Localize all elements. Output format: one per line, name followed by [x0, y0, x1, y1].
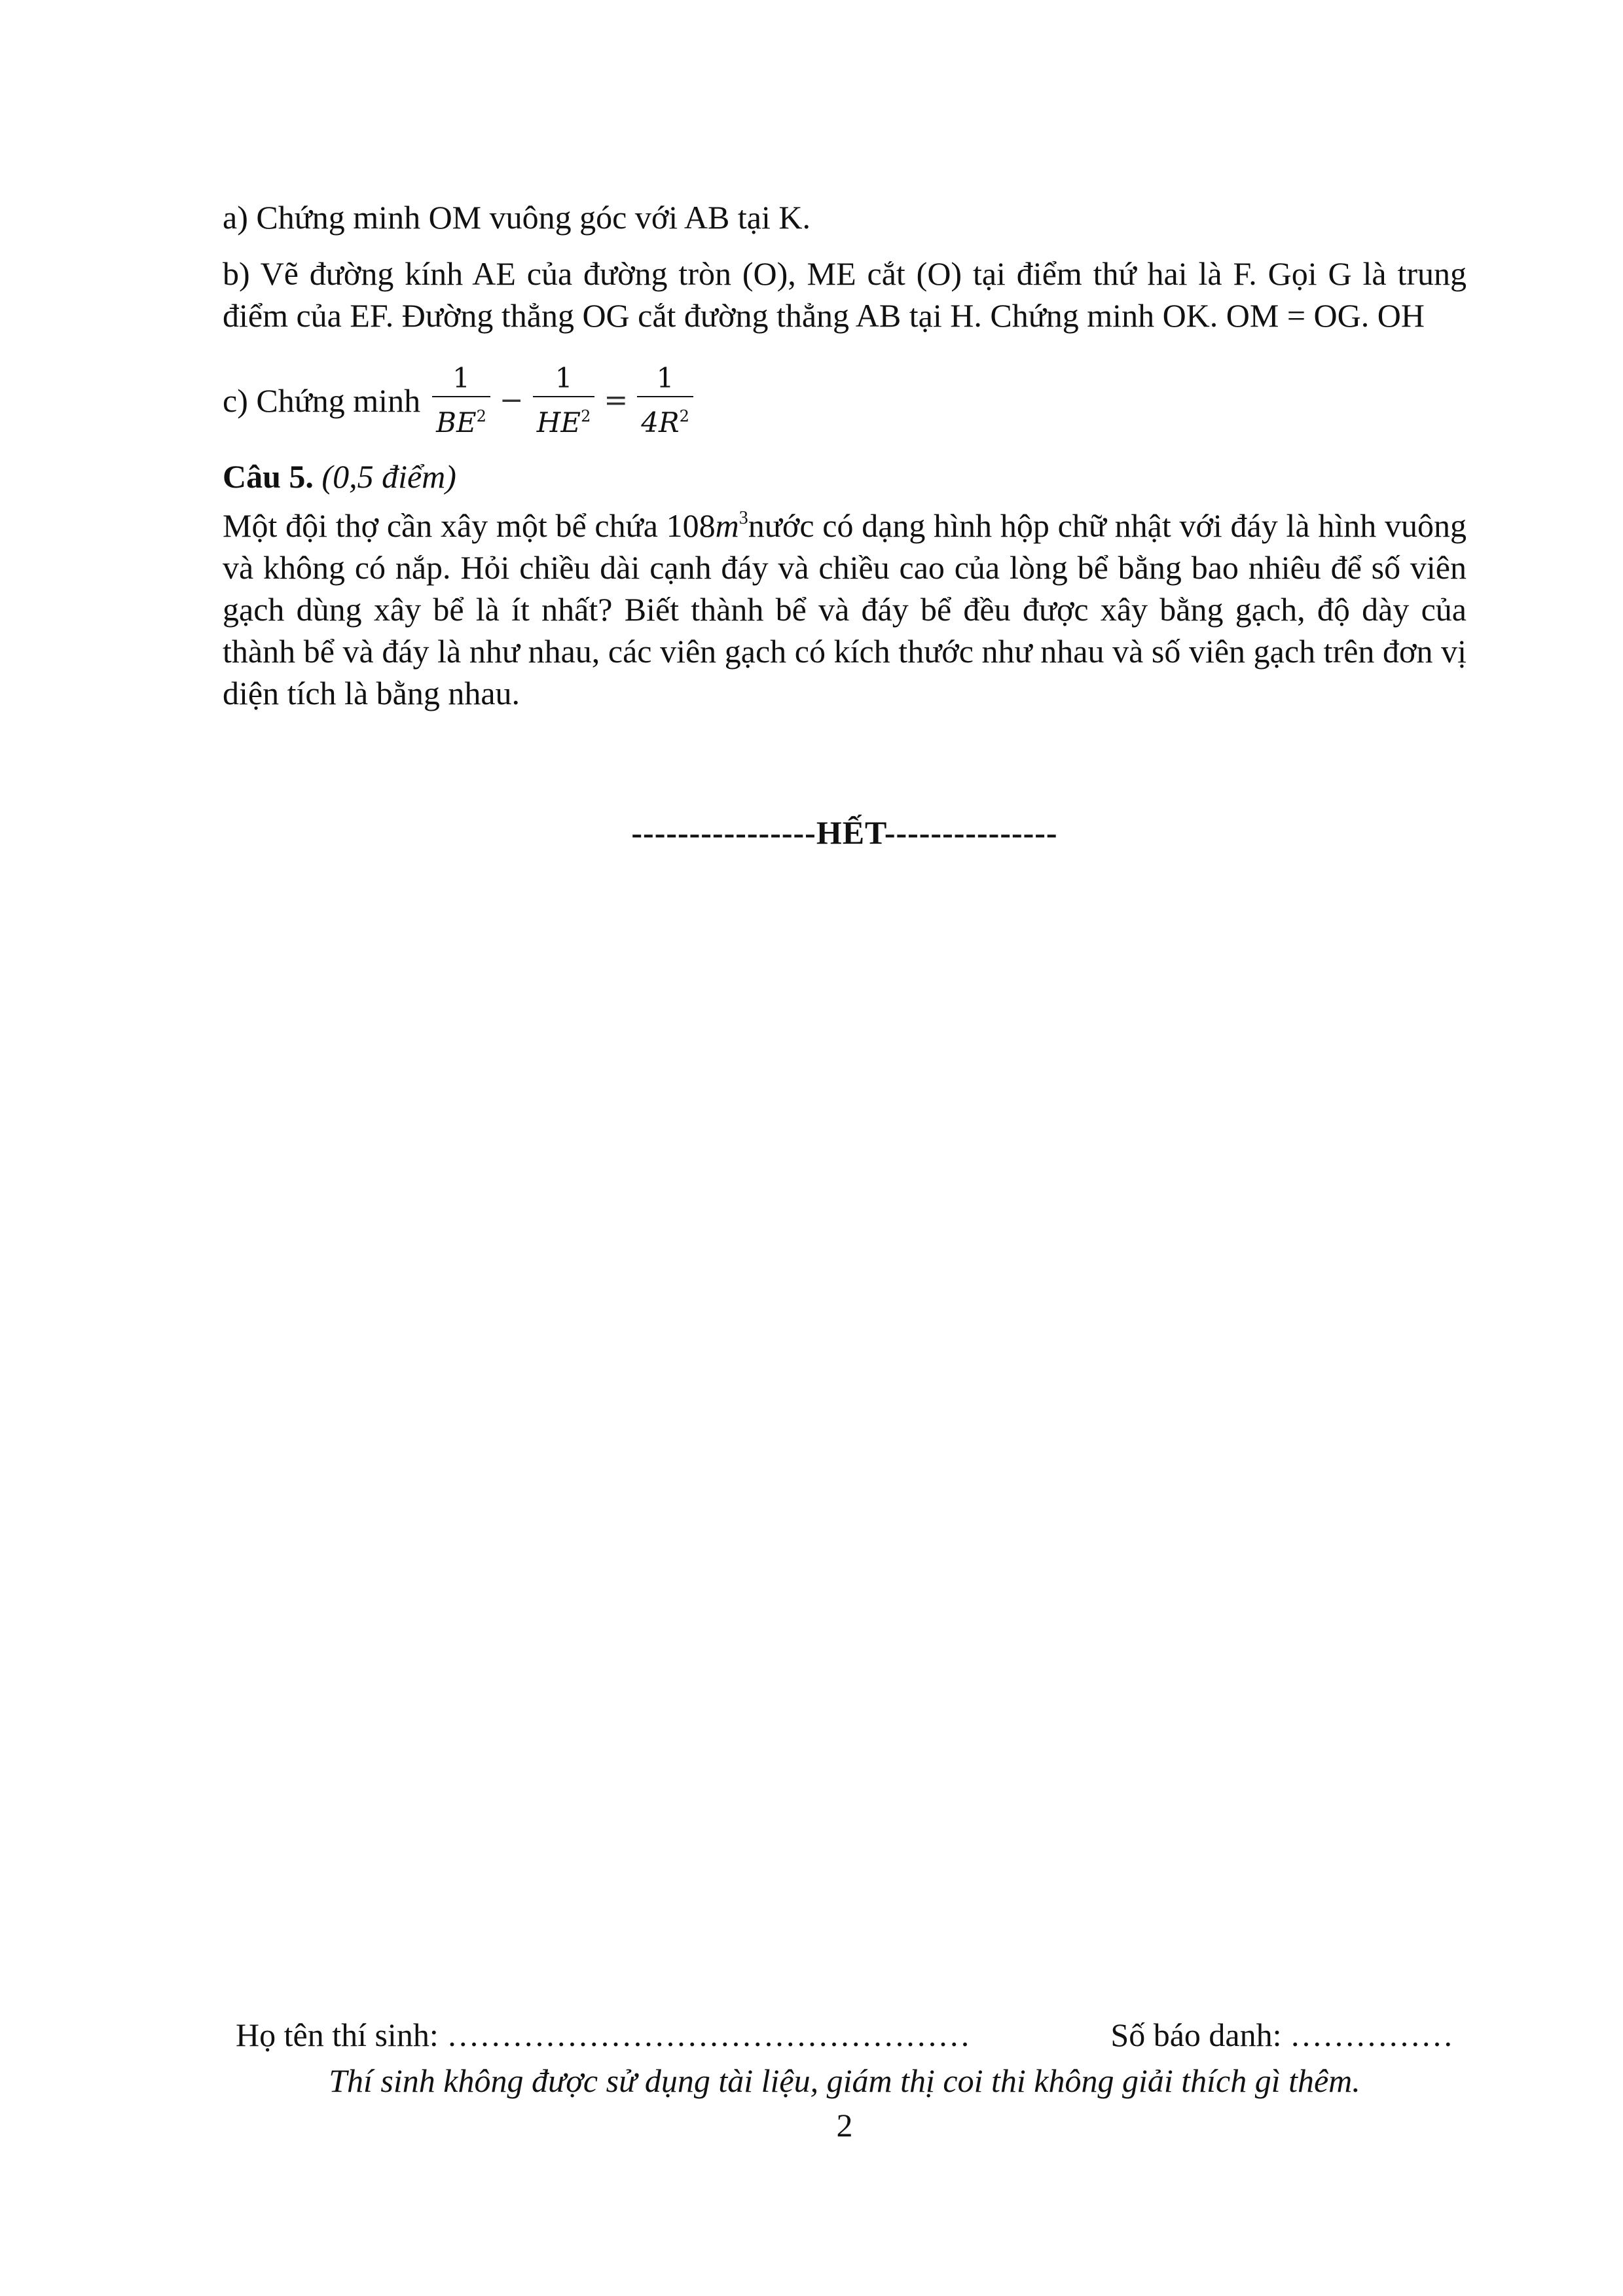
fraction-2-denominator — [533, 396, 595, 440]
item-c-label: c) Chứng minh — [223, 382, 421, 419]
formula — [432, 361, 693, 440]
fraction-1-denominator — [432, 396, 490, 440]
fraction-1-base: BE — [436, 406, 477, 439]
minus-sign: − — [499, 384, 524, 417]
question-item-a: a) Chứng minh OM vuông góc với AB tại K. — [223, 199, 811, 236]
end-mark: ----------------HẾT--------------- — [631, 814, 1058, 851]
fraction-2-numerator: 1 — [555, 362, 573, 394]
document-body — [223, 196, 1467, 851]
question-5-text-start: Một đội thợ cần xây một bể chứa 108 — [223, 507, 716, 544]
question-5-points: (0,5 điểm) — [321, 458, 456, 495]
question-item-c — [223, 355, 1467, 446]
fraction-3-numerator: 1 — [656, 362, 674, 394]
fraction-2-exponent: 2 — [581, 407, 591, 425]
question-5-text-rest: nước có dạng hình hộp chữ nhật với đáy là hình vuông và không có nắp. Hỏi chiều dài cạnh đáy và chiều cao của lòng bể bằng bao nhiêu để số viên gạch dùng xây bể là ít nhất? Biết thành bể và đáy bể đều được xây bằng gạch, độ dày của thành bể và đáy là như nhau, các viên gạch có kích thước như nhau và số viên gạch trên đơn vị diện tích là bằng nhau. — [223, 507, 1467, 711]
fraction-3 — [637, 361, 693, 440]
question-5-title: Câu 5. — [223, 458, 314, 495]
fraction-3-base: 4R — [641, 406, 680, 439]
equals-sign: = — [604, 384, 629, 417]
page-number: 2 — [836, 2107, 853, 2144]
question-item-b: b) Vẽ đường kính AE của đường tròn (O), ME cắt (O) tại điểm thứ hai là F. Gọi G là trung điểm của EF. Đường thẳng OG cắt đường thẳng AB tại H. Chứng minh OK. OM = OG. OH — [223, 255, 1467, 334]
fraction-1 — [432, 361, 490, 440]
volume-unit-exponent: 3 — [739, 508, 748, 528]
candidate-info-row — [236, 2016, 1453, 2054]
exam-note: Thí sinh không được sử dụng tài liệu, giám thị coi thi không giải thích gì thêm. — [329, 2062, 1360, 2099]
question-5-heading — [223, 456, 1467, 497]
fraction-3-denominator — [637, 396, 693, 440]
volume-unit: m — [715, 507, 739, 544]
fraction-2-base: HE — [536, 406, 581, 439]
fraction-1-numerator: 1 — [452, 362, 470, 394]
candidate-id-field: Số báo danh: …………… — [1110, 2017, 1453, 2053]
fraction-3-exponent: 2 — [679, 407, 689, 425]
question-5-text — [223, 497, 1467, 714]
fraction-2 — [533, 361, 595, 440]
fraction-1-exponent: 2 — [476, 407, 486, 425]
candidate-name-field: Họ tên thí sinh: ………………………………………… — [236, 2017, 971, 2053]
footer — [236, 2016, 1453, 2144]
